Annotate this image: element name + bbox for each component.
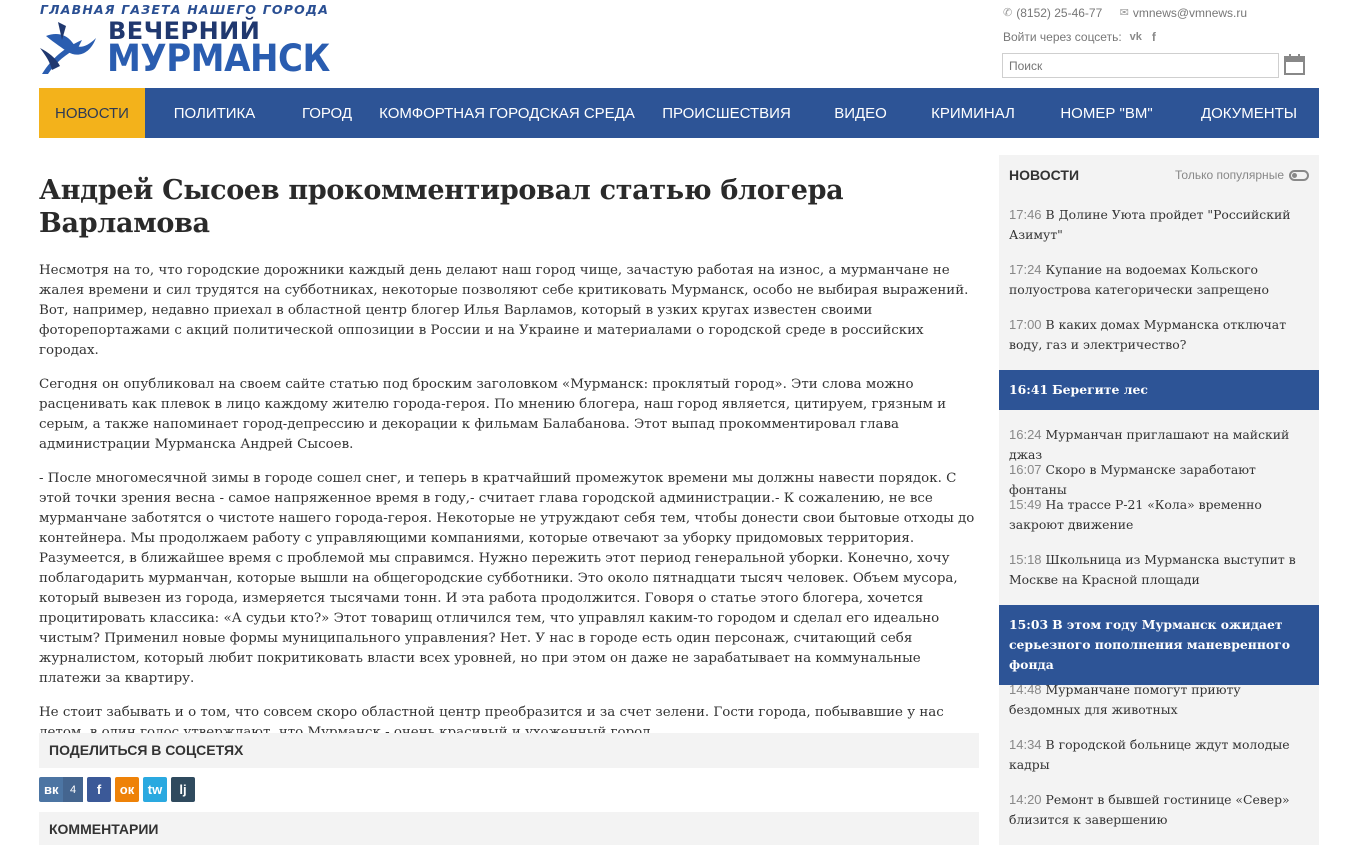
news-item[interactable]: [999, 205, 1319, 245]
nav-item-crime[interactable]: КРИМИНАЛ: [931, 104, 1015, 122]
news-headline[interactable]: Ремонт в бывшей гостинице «Север» близится к завершению: [1009, 792, 1290, 827]
article-paragraph: Сегодня он опубликовал на своем сайте статью под броским заголовком «Мурманск: проклятый город». Эти слова можно расценивать как плевок в лицо каждому жителю города-героя. По мнению блогера, наш город является, цитируем, грязным и серым, а также напоминает город-депрессию и декорации к фильмам Балабанова. Этот выпад прокомментировал глава администрации Мурманска Андрей Сысоев.: [39, 377, 947, 452]
twitter-share-button[interactable]: [143, 777, 167, 802]
logo-tagline: ГЛАВНАЯ ГАЗЕТА НАШЕГО ГОРОДА: [40, 2, 330, 17]
nav-item-incidents[interactable]: ПРОИСШЕСТВИЯ: [662, 104, 791, 122]
news-time: 17:24: [1009, 262, 1042, 277]
logo-word-vecherniy: ВЕЧЕРНИЙ: [108, 17, 261, 45]
nav-item-urban-environment[interactable]: КОМФОРТНАЯ ГОРОДСКАЯ СРЕДА: [379, 104, 635, 122]
share-heading: ПОДЕЛИТЬСЯ В СОЦСЕТЯХ: [39, 733, 979, 768]
share-buttons: [39, 777, 195, 802]
news-time: 17:00: [1009, 317, 1042, 332]
comments-heading: КОММЕНТАРИИ: [39, 812, 979, 845]
nav-item-issue[interactable]: НОМЕР "ВМ": [1060, 104, 1153, 122]
facebook-icon: f: [96, 782, 102, 797]
news-time: 14:20: [1009, 792, 1042, 807]
news-time: 15:03: [1009, 617, 1049, 632]
nav-item-documents[interactable]: ДОКУМЕНТЫ: [1200, 104, 1298, 122]
livejournal-icon: lj: [179, 782, 187, 797]
sidebar-title: НОВОСТИ: [1009, 167, 1080, 183]
news-time: 16:41: [1009, 382, 1049, 397]
vk-icon: вк: [44, 782, 59, 797]
article-main: [39, 160, 979, 757]
news-item[interactable]: [999, 425, 1319, 465]
site-header: [0, 0, 1347, 88]
email-address[interactable]: vmnews@vmnews.ru: [1132, 5, 1248, 20]
news-headline[interactable]: В городской больнице ждут молодые кадры: [1009, 737, 1290, 772]
news-time: 15:18: [1009, 552, 1042, 567]
nav-item-city[interactable]: ГОРОД: [301, 104, 353, 122]
news-item[interactable]: [999, 460, 1319, 500]
contacts: [1003, 5, 1247, 20]
news-item-highlighted[interactable]: [999, 605, 1319, 685]
email-contact[interactable]: [1120, 6, 1247, 20]
news-time: 16:24: [1009, 427, 1042, 442]
popular-only-toggle[interactable]: [1175, 168, 1309, 182]
main-nav: [39, 88, 1319, 138]
news-headline[interactable]: На трассе Р-21 «Кола» временно закроют движение: [1009, 497, 1262, 532]
news-headline[interactable]: Берегите лес: [1052, 382, 1148, 397]
news-time: 15:49: [1009, 497, 1042, 512]
phone-number: (8152) 25-46-77: [1016, 5, 1103, 20]
news-item[interactable]: [999, 735, 1319, 775]
logo-word-murmansk: МУРМАНСК: [107, 37, 330, 80]
nav-item-politics[interactable]: ПОЛИТИКА: [173, 104, 256, 122]
facebook-login-icon[interactable]: f: [1151, 30, 1156, 44]
news-item[interactable]: [999, 315, 1319, 355]
news-headline[interactable]: Скоро в Мурманске заработают фонтаны: [1009, 462, 1256, 497]
site-logo[interactable]: [38, 2, 342, 80]
nav-item-news[interactable]: НОВОСТИ: [39, 88, 145, 138]
odnoklassniki-icon: ок: [119, 782, 135, 797]
article-title: Андрей Сысоев прокомментировал статью блогера Варламова: [39, 175, 844, 239]
calendar-icon[interactable]: [1284, 53, 1305, 75]
popular-only-label: Только популярные: [1175, 168, 1284, 182]
news-headline[interactable]: В каких домах Мурманска отключат воду, газ и электричество?: [1009, 317, 1287, 352]
facebook-share-button[interactable]: [87, 777, 111, 802]
news-item[interactable]: [999, 495, 1319, 535]
social-login: [1003, 30, 1156, 44]
phone-icon: ✆: [1003, 7, 1013, 19]
news-headline[interactable]: Купание на водоемах Кольского полуострова категорически запрещено: [1009, 262, 1269, 297]
sidebar-header: [999, 155, 1319, 195]
news-item-highlighted[interactable]: [999, 370, 1319, 410]
news-item[interactable]: [999, 260, 1319, 300]
article-paragraph: Не стоит забывать и о том, что совсем скоро областной центр преобразится и за счет зелени. Гости города, побывавшие у нас: [39, 705, 944, 720]
news-time: 14:48: [1009, 682, 1042, 697]
vk-share-button[interactable]: [39, 777, 83, 802]
phone-contact: [1003, 6, 1102, 20]
twitter-icon: tw: [147, 782, 163, 797]
vk-share-count: 4: [63, 777, 83, 802]
news-item[interactable]: [999, 550, 1319, 590]
news-sidebar: [999, 155, 1319, 845]
odnoklassniki-share-button[interactable]: [115, 777, 139, 802]
envelope-icon: ✉: [1119, 7, 1129, 19]
article-paragraph: - После многомесячной зимы в городе сошел снег, и теперь в кратчайший промежуток времени мы должны навести порядок. С этой точки зрения весна - самое напряженное время в году,- считает глава городской администрации.- К сожалению, не все мурманчане заботятся о чистоте нашего города-героя. Некоторые не утруждают себя тем, чтобы донести свои бытовые отходы до контейнера. Мы продолжаем работу с управляющими компаниями, которые отвечают за уборку придомовых территория. Разумеется, в ближайшее время с проблемой мы справимся. Нужно пережить этот период генеральной уборки. Конечно, хочу поблагодарить мурманчан, которые вышли на общегородские субботники. Это около пятнадцати тысяч человек. Объем мусора, который вывезен из города, измеряется тысячами тонн. И эта работа продолжится. Говоря о статье этого блогера, хочется процитировать классика: «А судьи кто?» Этот товарищ отличился тем, что управлял каким-то городом и сделал его идеально чистым? Применил новые формы муниципального управления? Нет. У нас в городе есть один персонаж, считающий себя журналистом, который любит покритиковать власти всех уровней, но при этом он даже не зарабатывает на коммунальные платежи за квартиру.: [39, 471, 975, 686]
search-input[interactable]: [1002, 53, 1279, 78]
article-paragraph: Несмотря на то, что городские дорожники каждый день делают наш город чище, зачастую работая на износ, а мурманчане не жалея времени и сил трудятся на субботниках, некоторые позволяют себе критиковать Мурманск, особо не выбирая выражений. Вот, например, недавно приехал в областной центр блогер Илья Варламов, который в узких кругах известен своими фоторепортажами с акций политической оппозиции в России и на Украине и материалами о городской среде в российских городах.: [39, 263, 969, 358]
livejournal-share-button[interactable]: [171, 777, 195, 802]
news-headline[interactable]: В этом году Мурманск ожидает серьезного пополнения маневренного фонда: [1009, 617, 1291, 672]
news-item[interactable]: [999, 790, 1319, 830]
nav-item-video[interactable]: ВИДЕО: [834, 104, 887, 122]
logo-emblem-icon: [38, 18, 100, 78]
social-login-label: Войти через соцсеть:: [1003, 30, 1122, 44]
news-time: 16:07: [1009, 462, 1042, 477]
news-item[interactable]: [999, 680, 1319, 720]
toggle-switch-icon[interactable]: [1289, 170, 1309, 181]
news-time: 17:46: [1009, 207, 1042, 222]
news-headline[interactable]: Школьница из Мурманска выступит в Москве на Красной площади: [1009, 552, 1296, 587]
vk-login-icon[interactable]: vk: [1129, 31, 1142, 43]
news-headline[interactable]: В Долине Уюта пройдет "Российский Азимут": [1009, 207, 1291, 242]
article-body: [39, 261, 979, 743]
news-time: 14:34: [1009, 737, 1042, 752]
news-headline[interactable]: Мурманчане помогут приюту бездомных для животных: [1009, 682, 1241, 717]
news-headline[interactable]: Мурманчан приглашают на майский джаз: [1009, 427, 1290, 462]
